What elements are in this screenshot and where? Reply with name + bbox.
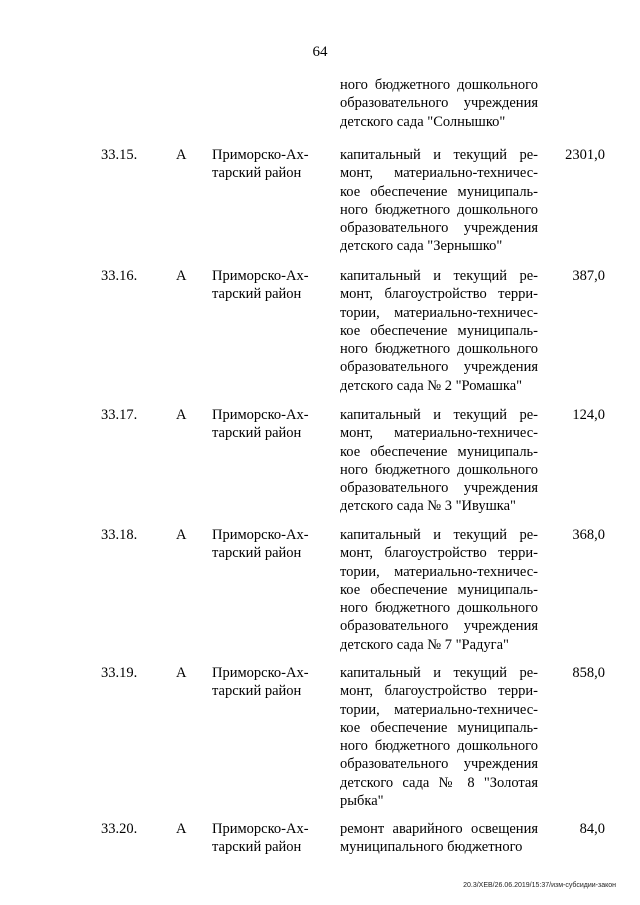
text-line: тарский район bbox=[212, 683, 302, 700]
continuation-text bbox=[340, 76, 538, 131]
row-number: 33.17. bbox=[101, 407, 138, 423]
footer-stamp: 20.3/ХЕВ/26.06.2019/15:37/изм-субсидии-закон bbox=[463, 882, 616, 889]
text-line: образовательного учреждения bbox=[340, 359, 538, 376]
text-line: монт, благоустройство терри- bbox=[340, 545, 538, 562]
row-description bbox=[340, 526, 538, 654]
text-line: Приморско-Ах- bbox=[212, 147, 309, 163]
text-line: тарский район bbox=[212, 839, 302, 856]
text-line: ного бюджетного дошкольного bbox=[340, 77, 538, 93]
row-amount: 368,0 bbox=[572, 527, 605, 543]
text-line: рыбка" bbox=[340, 793, 384, 810]
row-description bbox=[340, 820, 538, 857]
row-description bbox=[340, 267, 538, 395]
text-line: ного бюджетного дошкольного bbox=[340, 738, 538, 755]
row-municipality bbox=[212, 526, 322, 563]
row-number: 33.20. bbox=[101, 821, 138, 837]
row-amount: 858,0 bbox=[572, 665, 605, 681]
text-line: детского сада "Солнышко" bbox=[340, 113, 506, 130]
text-line: кое обеспечение муниципаль- bbox=[340, 183, 538, 200]
row-description bbox=[340, 664, 538, 810]
row-category: А bbox=[176, 821, 187, 837]
row-municipality bbox=[212, 146, 322, 183]
row-amount: 2301,0 bbox=[565, 147, 605, 163]
text-line: тарский район bbox=[212, 286, 302, 303]
text-line: образовательного учреждения bbox=[340, 220, 538, 237]
text-line: ного бюджетного дошкольного bbox=[340, 341, 538, 358]
text-line: тарский район bbox=[212, 165, 302, 182]
text-line: детского сада № 7 "Радуга" bbox=[340, 636, 509, 653]
text-line: Приморско-Ах- bbox=[212, 268, 309, 284]
text-line: капитальный и текущий ре- bbox=[340, 268, 538, 284]
text-line: кое обеспечение муниципаль- bbox=[340, 719, 538, 736]
row-number: 33.15. bbox=[101, 147, 138, 163]
text-line: капитальный и текущий ре- bbox=[340, 665, 538, 681]
text-line: монт, благоустройство терри- bbox=[340, 286, 538, 303]
text-line: монт, материально-техничес- bbox=[340, 165, 538, 182]
row-municipality bbox=[212, 820, 322, 857]
row-municipality bbox=[212, 664, 322, 701]
text-line: тории, материально-техничес- bbox=[340, 304, 538, 321]
row-category: А bbox=[176, 147, 187, 163]
text-line: капитальный и текущий ре- bbox=[340, 147, 538, 163]
row-number: 33.19. bbox=[101, 665, 138, 681]
row-amount: 84,0 bbox=[579, 821, 605, 837]
text-line: монт, благоустройство терри- bbox=[340, 683, 538, 700]
row-description bbox=[340, 146, 538, 256]
text-line: тарский район bbox=[212, 425, 302, 442]
row-category: А bbox=[176, 527, 187, 543]
text-line: образовательного учреждения bbox=[340, 618, 538, 635]
text-line: детского сада № 8 "Золотая bbox=[340, 774, 538, 791]
text-line: ремонт аварийного освещения bbox=[340, 821, 538, 837]
text-line: тории, материально-техничес- bbox=[340, 563, 538, 580]
row-category: А bbox=[176, 407, 187, 423]
text-line: детского сада № 2 "Ромашка" bbox=[340, 377, 523, 394]
row-number: 33.16. bbox=[101, 268, 138, 284]
text-line: Приморско-Ах- bbox=[212, 821, 309, 837]
text-line: образовательного учреждения bbox=[340, 480, 538, 497]
text-line: детского сада № 3 "Ивушка" bbox=[340, 498, 516, 515]
row-amount: 124,0 bbox=[572, 407, 605, 423]
text-line: монт, материально-техничес- bbox=[340, 425, 538, 442]
text-line: кое обеспечение муниципаль- bbox=[340, 322, 538, 339]
text-line: Приморско-Ах- bbox=[212, 665, 309, 681]
text-line: тарский район bbox=[212, 545, 302, 562]
text-line: ного бюджетного дошкольного bbox=[340, 461, 538, 478]
row-category: А bbox=[176, 665, 187, 681]
page-number: 64 bbox=[312, 44, 328, 60]
text-line: кое обеспечение муниципаль- bbox=[340, 581, 538, 598]
row-amount: 387,0 bbox=[572, 268, 605, 284]
text-line: капитальный и текущий ре- bbox=[340, 527, 538, 543]
row-number: 33.18. bbox=[101, 527, 138, 543]
text-line: образовательного учреждения bbox=[340, 95, 538, 112]
text-line: тории, материально-техничес- bbox=[340, 701, 538, 718]
row-category: А bbox=[176, 268, 187, 284]
text-line: Приморско-Ах- bbox=[212, 407, 309, 423]
text-line: детского сада "Зернышко" bbox=[340, 238, 503, 255]
text-line: капитальный и текущий ре- bbox=[340, 407, 538, 423]
row-municipality bbox=[212, 267, 322, 304]
text-line: кое обеспечение муниципаль- bbox=[340, 443, 538, 460]
text-line: ного бюджетного дошкольного bbox=[340, 201, 538, 218]
text-line: Приморско-Ах- bbox=[212, 527, 309, 543]
text-line: муниципального бюджетного bbox=[340, 839, 523, 856]
text-line: образовательного учреждения bbox=[340, 756, 538, 773]
row-municipality bbox=[212, 406, 322, 443]
text-line: ного бюджетного дошкольного bbox=[340, 600, 538, 617]
row-description bbox=[340, 406, 538, 516]
